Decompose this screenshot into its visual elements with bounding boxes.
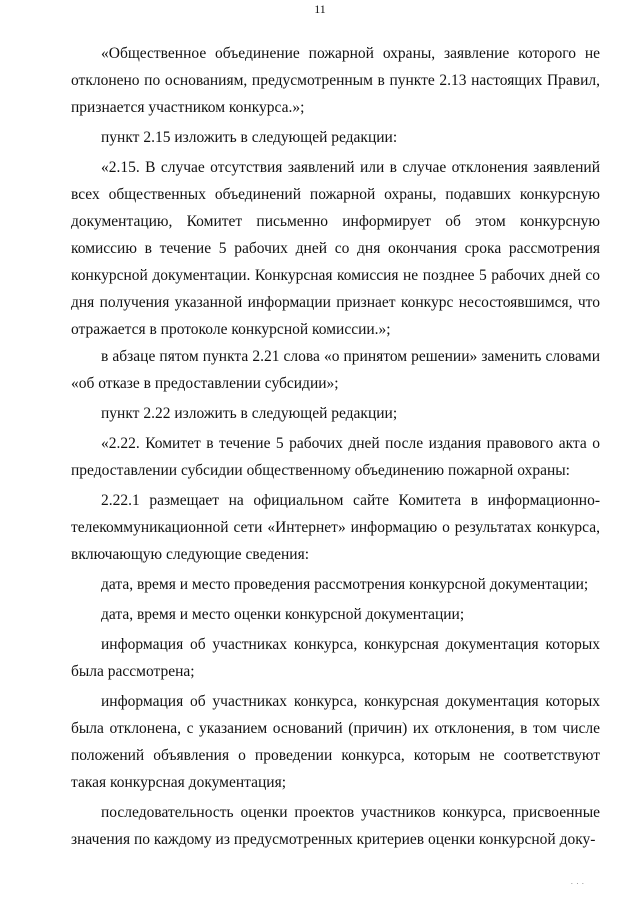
paragraph-2-22-1-text: 2.22.1 размещает на официальном сайте Комитета в информационно-телекоммуникационной сети «Интернет» информацию о результатах конкурса, включающую следующие сведения: — [71, 492, 600, 563]
paragraph-amend-2-21: в абзаце пятом пункта 2.21 слова «о принятом решении» заменить словами «об отказе в предоставлении субсидии»; — [71, 348, 600, 392]
paragraph-amend-2-15: пункт 2.15 изложить в следующей редакции: — [101, 129, 398, 146]
paragraph-amend-2-22: пункт 2.22 изложить в следующей редакции; — [101, 405, 398, 422]
paragraph-winner-clause: «Общественное объединение пожарной охраны, заявление которого не отклонено по основаниям, предусмотренным в пункте 2.13 настоящих Правил, признается участником конкурса.»; — [71, 45, 600, 116]
corner-mark: . . . — [571, 878, 585, 886]
paragraph-2-22-text: «2.22. Комитет в течение 5 рабочих дней после издания правового акта о предоставлении субсидии общественному объединению пожарной охраны: — [71, 435, 600, 479]
list-item-review-date: дата, время и место проведения рассмотрения конкурсной документации; — [101, 576, 589, 593]
document-body — [71, 40, 600, 853]
list-item-evaluation-date: дата, время и место оценки конкурсной документации; — [101, 606, 465, 623]
list-item-reviewed-participants: информация об участниках конкурса, конкурсная документация которых была рассмотрена; — [71, 636, 600, 680]
list-item-rejected-participants: информация об участниках конкурса, конкурсная документация которых была отклонена, с указанием оснований (причин) их отклонения, в том числе положений объявления о проведении конкурса, которым не соответствуют такая конкурсная документация; — [71, 693, 600, 791]
paragraph-2-15-text: «2.15. В случае отсутствия заявлений или в случае отклонения заявлений всех общественных объединений пожарной охраны, подавших конкурсную документацию, Комитет письменно информирует об этом конкурсную комиссию в течение 5 рабочих дней со дня окончания срока рассмотрения конкурсной документации. Конкурсная комиссия не позднее 5 рабочих дней со дня получения указанной информации признает конкурс несостоявшимся, что отражается в протоколе конкурсной комиссии.»; — [71, 159, 600, 338]
list-item-evaluation-sequence: последовательность оценки проектов участников конкурса, присвоенные значения по каждому из предусмотренных критериев оценки конкурсной доку- — [71, 804, 600, 848]
page-number: 11 — [314, 2, 326, 16]
